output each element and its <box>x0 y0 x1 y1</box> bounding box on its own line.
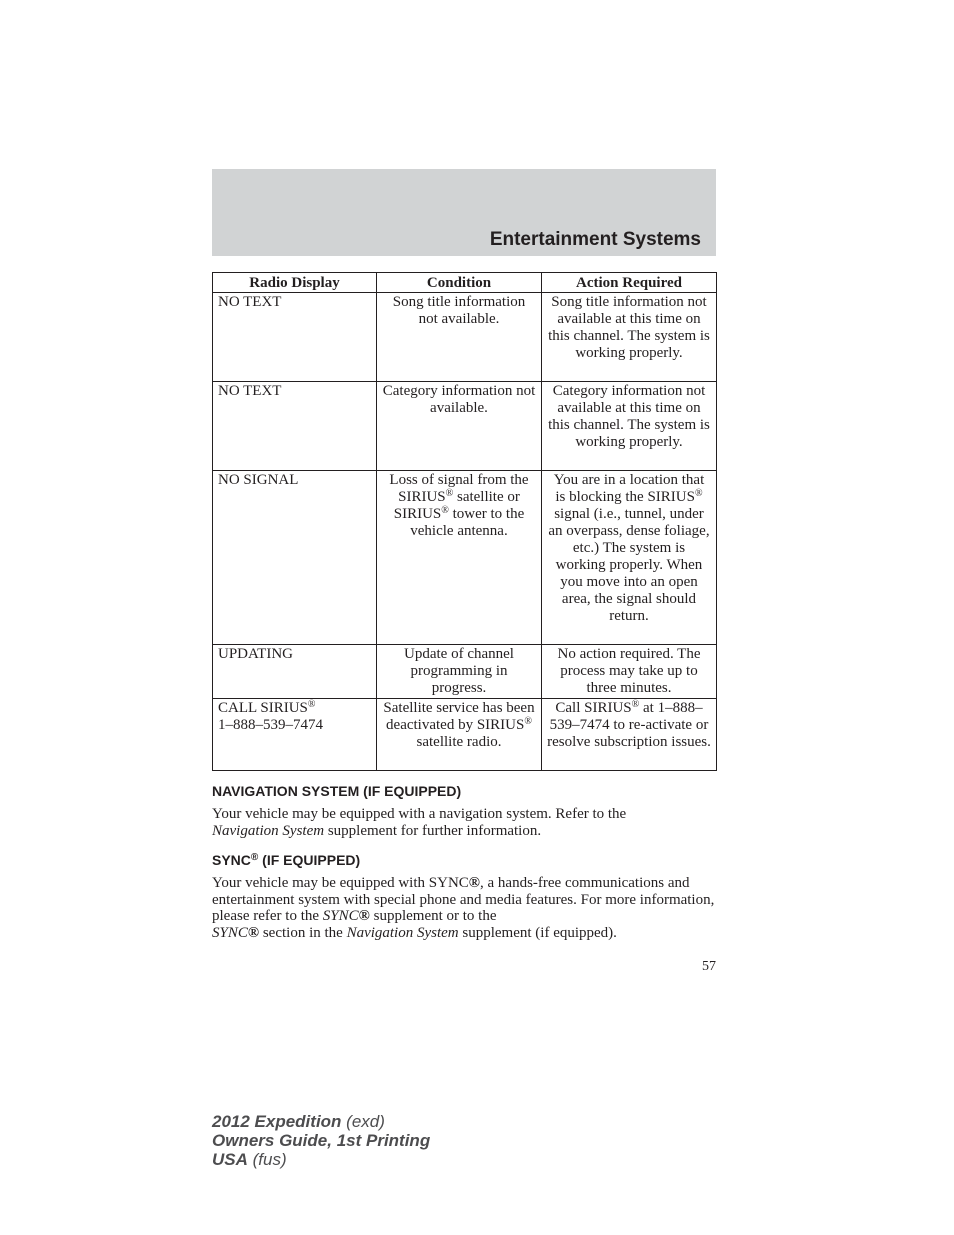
sync-text: Your vehicle may be equipped with SYNC <box>212 875 469 891</box>
navigation-heading: NAVIGATION SYSTEM (IF EQUIPPED) <box>212 783 462 799</box>
footer-region-code: (fus) <box>247 1150 287 1169</box>
action-text: Call SIRIUS <box>555 700 632 716</box>
action-text: at 1–888–539–7474 to re-activate or resolve subscription issues. <box>547 700 711 750</box>
navigation-text: supplement for further information. <box>324 822 542 839</box>
registered-mark: ® <box>307 699 316 710</box>
navigation-system-reference: Navigation System <box>346 924 459 941</box>
footer-model: 2012 Expedition <box>212 1112 342 1131</box>
column-header-radio-display: Radio Display <box>213 273 377 293</box>
sync-text: supplement (if equipped). <box>458 924 617 941</box>
sync-text: section in the <box>259 924 347 941</box>
radio-display-cell: UPDATING <box>213 645 377 699</box>
registered-mark: ® <box>441 505 449 516</box>
registered-mark: ® <box>631 699 640 710</box>
footer-line-guide <box>212 1131 430 1150</box>
column-header-condition: Condition <box>377 273 542 293</box>
radio-display-cell: NO TEXT <box>213 382 377 471</box>
sync-reference: SYNC <box>212 924 248 941</box>
condition-cell <box>377 699 542 771</box>
footer-region: USA <box>212 1150 248 1169</box>
registered-mark: ® <box>468 875 480 891</box>
footer-model-code: (exd) <box>341 1112 385 1131</box>
radio-display-cell: NO SIGNAL <box>213 471 377 645</box>
navigation-text: Your vehicle may be equipped with a navigation system. Refer to the <box>212 806 627 822</box>
condition-text: Satellite service has been deactivated by SIRIUS <box>383 700 535 733</box>
action-cell <box>542 699 717 771</box>
page-number: 57 <box>702 959 716 974</box>
column-header-action-required: Action Required <box>542 273 717 293</box>
registered-mark: ® <box>358 908 370 924</box>
condition-cell: Song title information not available. <box>377 293 542 382</box>
sync-heading-text: SYNC <box>212 852 251 868</box>
table-header-row <box>213 273 717 293</box>
table-row <box>213 293 717 382</box>
chapter-title: Entertainment Systems <box>489 229 701 250</box>
navigation-system-reference: Navigation System <box>212 822 325 839</box>
condition-cell <box>377 471 542 645</box>
action-text: You are in a location that is blocking the SIRIUS <box>553 472 705 505</box>
table-row <box>213 382 717 471</box>
radio-display-table <box>212 272 717 771</box>
condition-text: satellite or SIRIUS <box>393 489 520 522</box>
document-footer <box>212 1112 430 1169</box>
table-row <box>213 471 717 645</box>
table-row <box>213 645 717 699</box>
phone-number: 1–888–539–7474 <box>218 717 323 733</box>
registered-mark: ® <box>694 488 703 499</box>
display-text: CALL SIRIUS <box>218 700 308 716</box>
radio-display-cell: NO TEXT <box>213 293 377 382</box>
footer-guide: Owners Guide, 1st Printing <box>212 1131 431 1150</box>
registered-mark: ® <box>250 852 259 863</box>
registered-mark: ® <box>524 716 532 727</box>
registered-mark: ® <box>247 924 260 941</box>
navigation-paragraph <box>212 806 722 839</box>
sync-reference: SYNC <box>322 908 359 924</box>
condition-text: tower to the vehicle antenna. <box>410 506 525 539</box>
condition-cell: Category information not available. <box>377 382 542 471</box>
registered-mark: ® <box>445 488 454 499</box>
condition-cell: Update of channel programming in progress. <box>377 645 542 699</box>
sync-paragraph <box>212 875 720 941</box>
sync-text: , a hands-free communications and entertainment system with special phone and media features. For more information, please refer to the <box>212 875 715 924</box>
sync-heading-text: (IF EQUIPPED) <box>258 852 361 868</box>
sync-text: supplement or to the <box>369 908 497 924</box>
sync-heading <box>212 852 360 868</box>
action-cell: Song title information not available at this time on this channel. The system is working properly. <box>542 293 717 382</box>
action-cell: Category information not available at this time on this channel. The system is working properly. <box>542 382 717 471</box>
footer-line-model <box>212 1112 430 1131</box>
radio-display-cell <box>213 699 377 771</box>
condition-text: Loss of signal from the SIRIUS <box>389 472 529 505</box>
table-row <box>213 699 717 771</box>
action-cell <box>542 471 717 645</box>
chapter-header-band <box>212 169 716 256</box>
condition-text: satellite radio. <box>416 734 502 750</box>
action-cell: No action required. The process may take up to three minutes. <box>542 645 717 699</box>
action-text: signal (i.e., tunnel, under an overpass, dense foliage, etc.) The system is working properly. When you move into an open area, the signal should return. <box>548 506 710 624</box>
footer-line-region <box>212 1150 430 1169</box>
